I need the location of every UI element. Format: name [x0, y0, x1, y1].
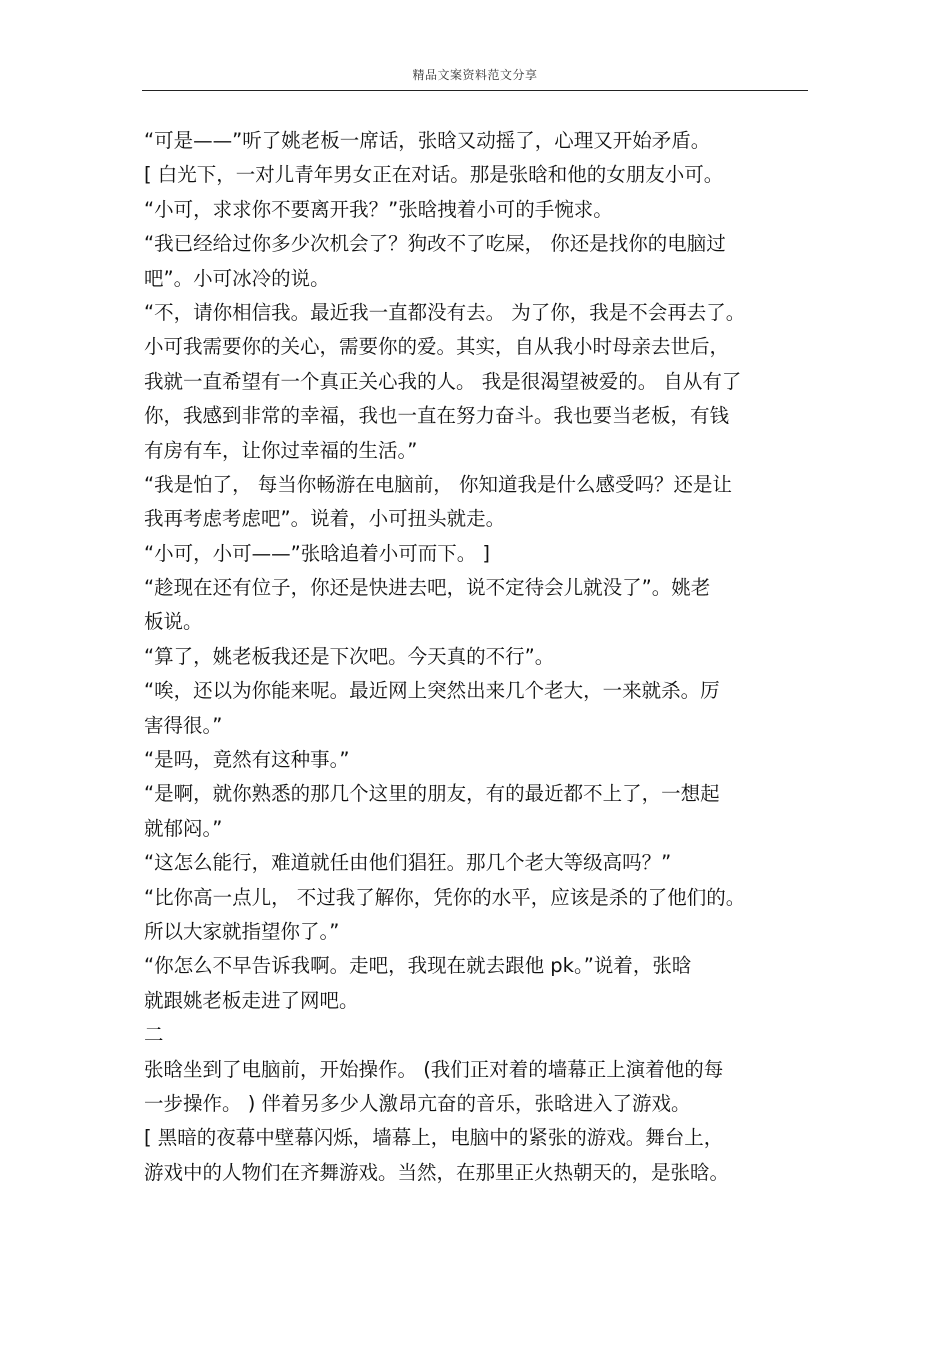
- text-line: 小可我需要你的关心，需要你的爱。其实，自从我小时母亲去世后，: [144, 335, 730, 359]
- text-line: 有房有车，让你过幸福的生活。”: [144, 438, 418, 462]
- text-line: 我再考虑考虑吧”。说着，小可扭头就走。: [144, 507, 506, 531]
- text-line: 害得很。”: [144, 713, 223, 737]
- text-line: “我是怕了， 每当你畅游在电脑前， 你知道我是什么感受吗？还是让: [144, 472, 732, 496]
- text-line: “小可，求求你不要离开我？”张晗拽着小可的手惋求。: [144, 197, 613, 221]
- page-header: 精品文案资料范文分享: [412, 68, 538, 82]
- text-line: 我就一直希望有一个真正关心我的人。 我是很渴望被爱的。 自从有了: [144, 369, 742, 393]
- text-line: [ 白光下，一对儿青年男女正在对话。那是张晗和他的女朋友小可。: [144, 163, 724, 187]
- header-divider: [142, 90, 808, 91]
- text-line: “是啊，就你熟悉的那几个这里的朋友，有的最近都不上了，一想起: [144, 782, 720, 806]
- text-line: “可是——”听了姚老板一席话，张晗又动摇了，心理又开始矛盾。: [144, 129, 711, 152]
- document-body: [144, 124, 808, 1190]
- text-line: “不，请你相信我。最近我一直都没有去。 为了你，我是不会再去了。: [144, 300, 746, 324]
- text-line: 板说。: [144, 610, 203, 634]
- text-line: 吧”。小可冰冷的说。: [144, 266, 330, 290]
- text-line: “唉，还以为你能来呢。最近网上突然出来几个老大，一来就杀。厉: [144, 679, 720, 703]
- text-line: “小可，小可——”张晗追着小可而下。 ]: [144, 541, 491, 565]
- section-number: 二: [144, 1023, 164, 1047]
- text-line: 就郁闷。”: [144, 816, 223, 840]
- text-line: 张晗坐到了电脑前，开始操作。 (我们正对着的墙幕正上演着他的每: [144, 1057, 724, 1081]
- text-line: “我已经给过你多少次机会了？狗改不了吃屎， 你还是找你的电脑过: [144, 232, 726, 256]
- text-line: “是吗，竟然有这种事。”: [144, 748, 350, 772]
- text-line: 游戏中的人物们在齐舞游戏。当然，在那里正火热朝天的，是张晗。: [144, 1160, 730, 1184]
- text-line: 所以大家就指望你了。”: [144, 919, 340, 943]
- text-line: “趁现在还有位子，你还是快进去吧，说不定待会儿就没了”。姚老: [144, 576, 711, 600]
- text-line: 你，我感到非常的幸福，我也一直在努力奋斗。我也要当老板，有钱: [144, 404, 730, 428]
- text-line: [ 黑暗的夜幕中壁幕闪烁，墙幕上，电脑中的紧张的游戏。舞台上，: [144, 1126, 724, 1150]
- text-line: “比你高一点儿， 不过我了解你，凭你的水平，应该是杀的了他们的。: [144, 885, 746, 909]
- text-line: 一步操作。 ) 伴着另多少人激昂亢奋的音乐，张晗进入了游戏。: [144, 1091, 691, 1115]
- text-line: “算了，姚老板我还是下次吧。今天真的不行”。: [144, 644, 555, 668]
- text-line: “这怎么能行，难道就任由他们猖狂。那几个老大等级高吗？”: [144, 851, 672, 875]
- text-line: “你怎么不早告诉我啊。走吧，我现在就去跟他 pk。”说着，张晗: [144, 954, 692, 978]
- text-line: 就跟姚老板走进了网吧。: [144, 988, 359, 1012]
